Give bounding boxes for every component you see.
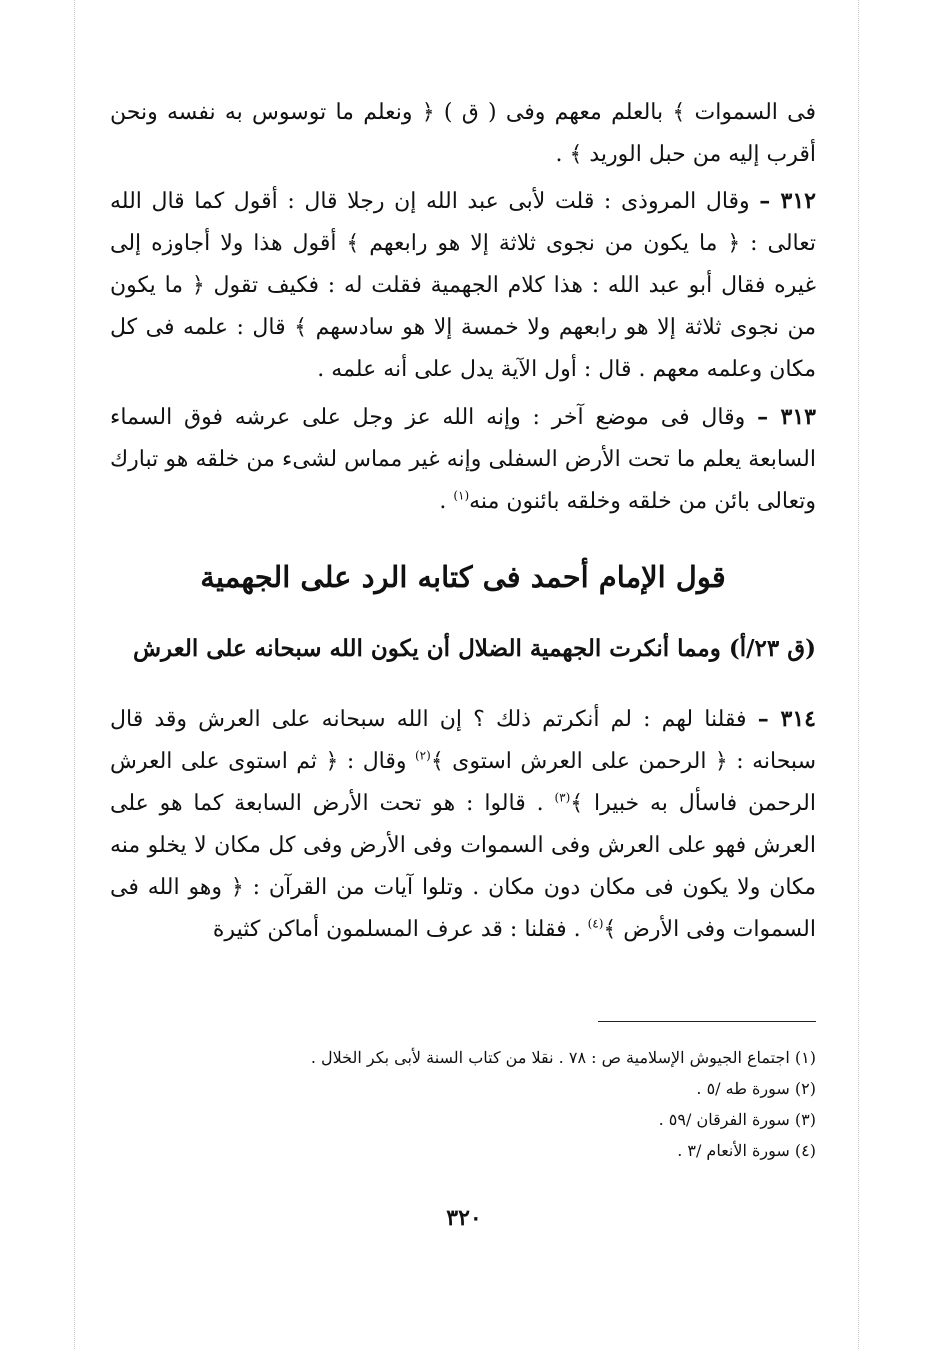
paragraph-text: فى السموات ﴾ بالعلم معهم وفى ( ق ) ﴿ ونعلم ما توسوس به نفسه ونحن أقرب إليه من حبل الوريد ﴾ . bbox=[110, 100, 816, 167]
paragraph-text: فقلنا لهم : لم أنكرتم ذلك ؟ إن الله سبحانه على العرش وقد قال سبحانه : ﴿ الرحمن على العرش استوى ﴾ bbox=[110, 707, 816, 774]
scan-guide-line bbox=[858, 0, 859, 1349]
paragraph-text: وقال المروذى : قلت لأبى عبد الله إن رجلا قال : أقول كما قال الله تعالى : ﴿ ما يكون من نجوى ثلاثة إلا هو رابعهم ﴾ أقول هذا ولا أجاوزه إلى غيره فقال أبو عبد الله : هذا كلام الجهمية فقلت له : فكيف تقول ﴿ ما يكون من نجوى ثلاثة إلا هو رابعهم ولا خمسة إلا هو سادسهم ﴾ قال : علمه فى كل مكان وعلمه معهم . قال : أول الآية يدل على أنه علمه . bbox=[110, 189, 816, 382]
footnotes bbox=[110, 1042, 816, 1166]
paragraph-number: ٣١٣ – bbox=[757, 404, 816, 430]
paragraph-314 bbox=[110, 698, 816, 951]
paragraph-number: ٣١٢ – bbox=[759, 188, 816, 214]
paragraph-text: . bbox=[439, 489, 454, 514]
footnote-item: (١) اجتماع الجيوش الإسلامية ص : ٧٨ . نقلا من كتاب السنة لأبى بكر الخلال . bbox=[310, 1048, 816, 1067]
paragraph-312 bbox=[110, 180, 816, 391]
page-number: ٣٢٠ bbox=[446, 1205, 482, 1231]
paragraph-text: وقال فى موضع آخر : وإنه الله عز وجل على عرشه فوق السماء السابعة يعلم ما تحت الأرض السفلى وإنه غير مماس لشىء من خلقه هو تبارك وتعالى بائن من خلقه وخلقه بائنون منه bbox=[110, 405, 816, 514]
paragraph-number: ٣١٤ – bbox=[757, 706, 816, 732]
scan-guide-line bbox=[74, 0, 75, 1349]
footnote-item: (٤) سورة الأنعام /٣ . bbox=[677, 1141, 816, 1160]
footnote-divider bbox=[598, 1021, 816, 1022]
section-heading: قول الإمام أحمد فى كتابه الرد على الجهمية bbox=[200, 560, 726, 594]
paragraph-text: . قالوا : هو تحت الأرض السابعة كما هو على العرش فهو على العرش وفى السموات وفى الأرض وفى كل مكان لا يخلو منه مكان ولا يكون فى مكان دون مكان . وتلوا آيات من القرآن : ﴿ وهو الله فى السموات وفى الأرض ﴾ bbox=[110, 791, 816, 942]
paragraph-text: وقال : ﴿ ثم استوى على العرش الرحمن فاسأل به خبيرا ﴾ bbox=[110, 749, 816, 816]
footnote-ref: (١) bbox=[453, 488, 470, 503]
footnote-ref: (٤) bbox=[587, 916, 604, 931]
footnote-ref: (٣) bbox=[554, 790, 571, 805]
section-subheading: (ق ٢٣/أ) ومما أنكرت الجهمية الضلال أن يكون الله سبحانه على العرش bbox=[132, 635, 816, 662]
footnote-item: (٢) سورة طه /٥ . bbox=[696, 1079, 816, 1098]
paragraph-text: . فقلنا : قد عرف المسلمون أماكن كثيرة bbox=[212, 917, 588, 942]
paragraph-continuation bbox=[110, 92, 816, 176]
footnote-ref: (٢) bbox=[414, 748, 431, 763]
paragraph-313 bbox=[110, 396, 816, 523]
footnote-item: (٣) سورة الفرقان /٥٩ . bbox=[658, 1110, 816, 1129]
